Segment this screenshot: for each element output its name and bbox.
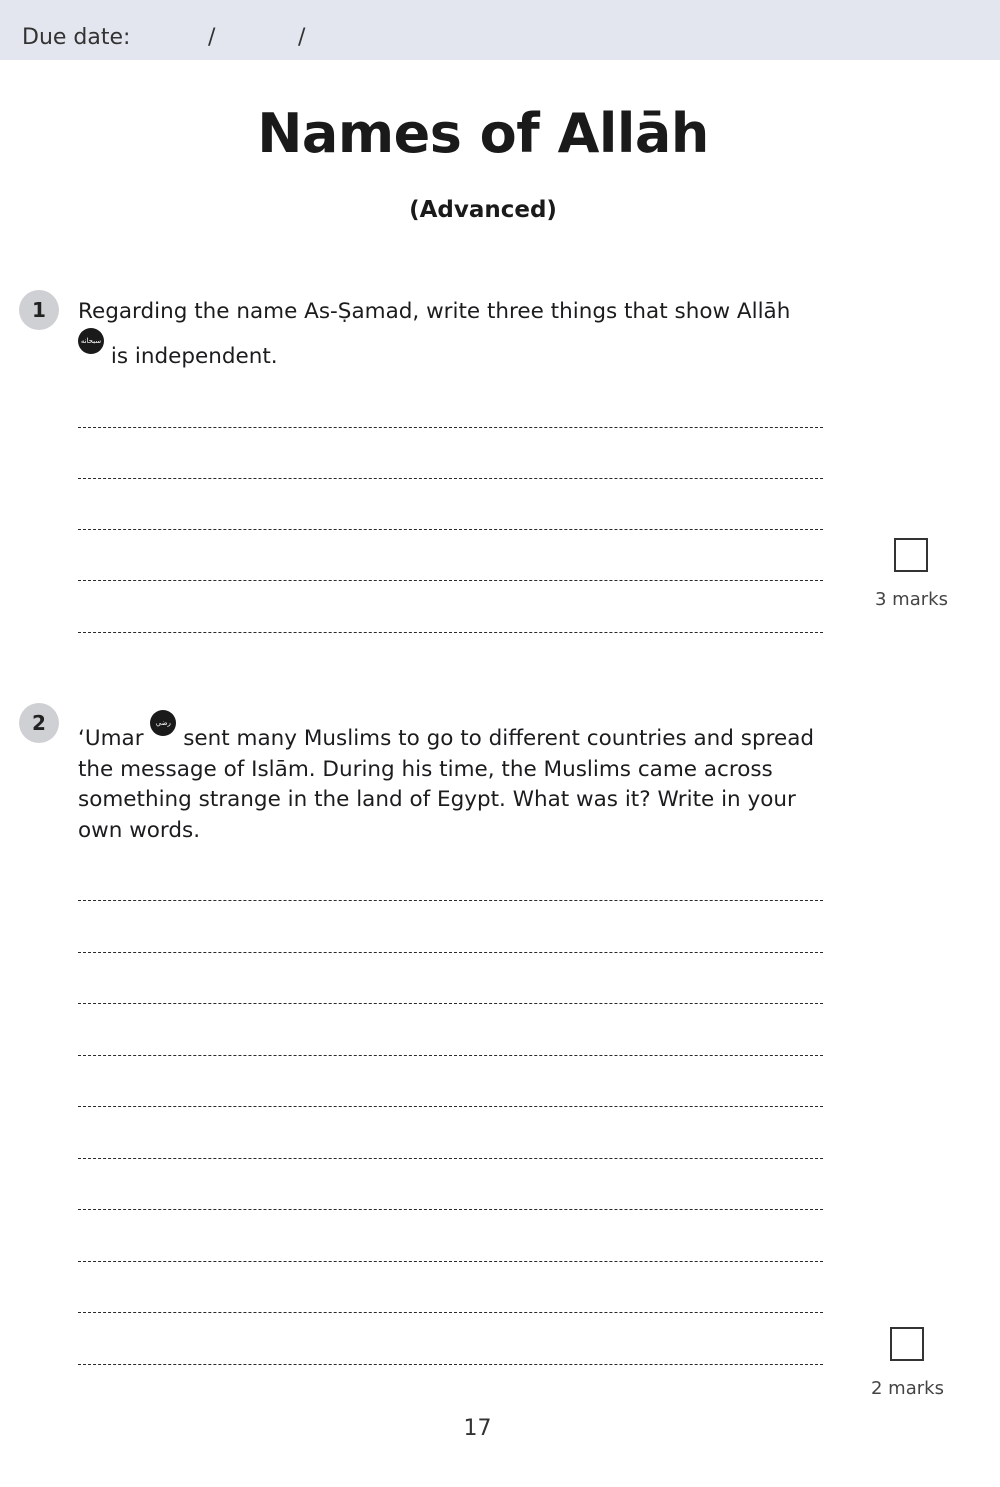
question-2-text bbox=[78, 710, 838, 846]
honorific-icon: سبحانه وتعالى bbox=[78, 328, 104, 354]
question-2-mark-box[interactable] bbox=[890, 1327, 924, 1361]
question-1-text-before: Regarding the name As-Ṣamad, write three things that show Allāh bbox=[78, 299, 791, 324]
question-1-marks-label: 3 marks bbox=[875, 589, 948, 610]
worksheet-subtitle: (Advanced) bbox=[409, 197, 557, 223]
answer-line[interactable] bbox=[78, 632, 823, 633]
answer-line[interactable] bbox=[78, 1364, 823, 1365]
due-date-slash-2: / bbox=[298, 25, 306, 50]
question-2-text-before: ‘Umar bbox=[78, 726, 144, 751]
due-date-slash-1: / bbox=[208, 25, 216, 50]
answer-line[interactable] bbox=[78, 427, 823, 428]
question-1-text bbox=[78, 297, 838, 372]
answer-line[interactable] bbox=[78, 1055, 823, 1056]
question-1-text-after: is independent. bbox=[110, 343, 278, 369]
question-1-number-badge: 1 bbox=[19, 290, 59, 330]
honorific-icon: رضي الله عنه bbox=[150, 710, 176, 736]
worksheet-title: Names of Allāh bbox=[257, 102, 709, 165]
question-1-mark-box[interactable] bbox=[894, 538, 928, 572]
answer-line[interactable] bbox=[78, 900, 823, 901]
answer-line[interactable] bbox=[78, 580, 823, 581]
due-date-bar bbox=[0, 0, 1000, 60]
question-2-text-after: sent many Muslims to go to different countries and spread the message of Islām. During his time, the Muslims came across something strange in the land of Egypt. What was it? Write in your own words. bbox=[78, 726, 815, 843]
question-2-number-badge: 2 bbox=[19, 703, 59, 743]
answer-line[interactable] bbox=[78, 1158, 823, 1159]
page-number: 17 bbox=[463, 1416, 492, 1441]
answer-line[interactable] bbox=[78, 1106, 823, 1107]
answer-line[interactable] bbox=[78, 952, 823, 953]
question-2-marks-label: 2 marks bbox=[871, 1378, 944, 1399]
answer-line[interactable] bbox=[78, 1209, 823, 1210]
answer-line[interactable] bbox=[78, 478, 823, 479]
answer-line[interactable] bbox=[78, 1003, 823, 1004]
answer-line[interactable] bbox=[78, 1312, 823, 1313]
answer-line[interactable] bbox=[78, 1261, 823, 1262]
answer-line[interactable] bbox=[78, 529, 823, 530]
due-date-label: Due date: bbox=[22, 25, 131, 50]
